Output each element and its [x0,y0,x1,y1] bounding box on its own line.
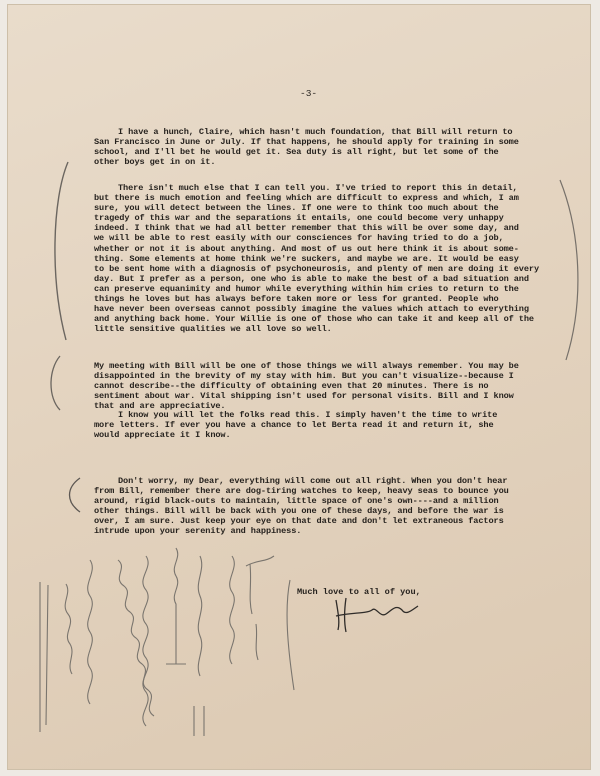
paragraph-1 [94,127,538,167]
text-line: other things. Bill will be back with you one of these days, and before the war is [94,506,504,517]
text-line: other boys get in on it. [94,157,216,168]
paragraph-3 [94,361,538,411]
text-line: disappointed in the brevity of my stay with him. But you can't visualize--because I [94,371,514,382]
text-line: have never been overseas cannot possibly imagine the values which attach to everything [94,304,529,315]
text-line: intrude upon your serenity and happiness. [94,526,302,537]
text-line: would appreciate it I know. [94,430,231,441]
text-line: more letters. If ever you have a chance to let Berta read it and return it, she [94,420,494,431]
text-line: whether or not it is about anything. And most of us out here think it is about some- [94,243,519,254]
text-line: There isn't much else that I can tell you. I've tried to report this in detail, [118,183,518,193]
text-line: tragedy of this war and the separations it entails, one could become very unhappy [94,213,504,224]
text-line: thing. Some elements at home think we're suckers, and maybe we are. It would be easy [94,253,519,264]
closing-line: Much love to all of you, [297,587,421,597]
paragraph-2 [94,183,538,334]
text-line: but there is much emotion and feeling which are difficult to express and which, I am [94,193,519,204]
text-line: indeed. I think that we had all better remember that this will be over some day, and [94,223,519,234]
text-line: can preserve equanimity and humor while everything within him cries to return to the [94,283,519,294]
text-line: things he loves but has always before taken more or less for granted. People who [94,294,499,305]
text-line: day. But I prefer as a person, one who is able to make the best of a bad situation and [94,273,529,284]
text-line: we will be able to rest easily with our consciences for having tried to do a job, [94,233,504,244]
text-line: that and are appreciative. [94,401,226,412]
text-line: cannot describe--the difficulty of obtaining even that 20 minutes. There is no [94,381,489,392]
text-line: to be sent home with a diagnosis of psychoneurosis, and plenty of men are doing it every [94,263,540,274]
paragraph-5 [94,476,538,537]
text-line: sure, you will detect between the lines. If one were to think too much about the [94,203,499,214]
text-line: over, I am sure. Just keep your eye on that date and don't let extraneous factors [94,516,504,527]
text-line: school, and I'll bet he would get it. Sea duty is all right, but let some of the [94,147,499,158]
text-line: I have a hunch, Claire, which hasn't much foundation, that Bill will return to [118,127,513,137]
text-line: San Francisco in June or July. If that happens, he should apply for training in some [94,137,519,148]
text-line: I know you will let the folks read this. I simply haven't the time to write [118,410,498,420]
letter-page [8,5,590,769]
text-line: from Bill, remember there are dog-tiring watches to keep, heavy seas to bounce you [94,486,509,497]
page-number: -3- [300,88,318,99]
text-line: little sensitive qualities we all love so well. [94,324,332,335]
text-line: and anything back home. Your Willie is one of those who can take it and keep all of the [94,314,534,325]
text-line: My meeting with Bill will be one of those things we will always remember. You may be [94,361,519,371]
text-line: around, rigid black-outs to maintain, little space of one's own----and a million [94,496,499,507]
text-line: sentiment about war. Vital shipping isn't used for personal visits. Bill and I know [94,391,514,402]
paragraph-4 [94,410,538,440]
text-line: Don't worry, my Dear, everything will come out all right. When you don't hear [118,476,508,486]
